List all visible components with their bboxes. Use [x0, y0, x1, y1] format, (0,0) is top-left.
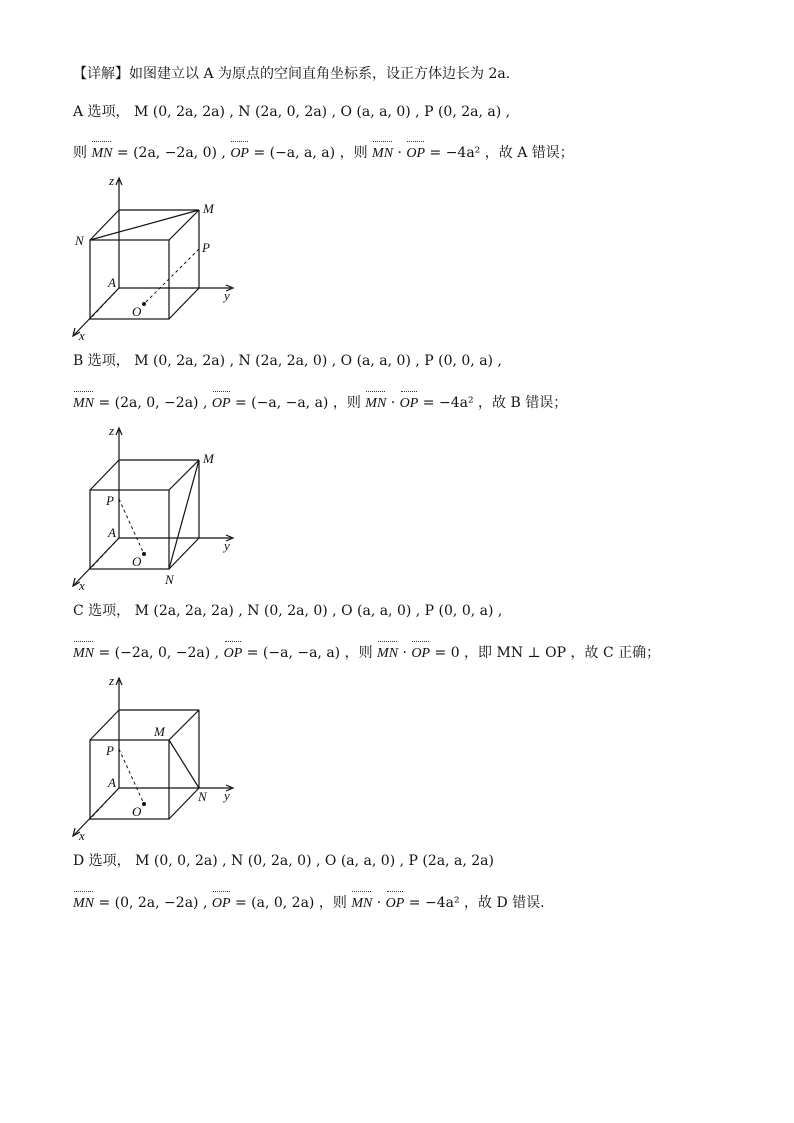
section-a-result [73, 143, 574, 164]
dot-operator: · [376, 895, 382, 911]
section-b-result [73, 393, 567, 414]
label-n: N [75, 233, 84, 248]
vector-op-dot: OP [400, 394, 419, 414]
label-m: M [154, 724, 165, 739]
intro-bracket-label: 【详解】 [73, 66, 129, 82]
label-p: P [106, 743, 114, 758]
label-o: O [132, 304, 142, 319]
vector-op: OP [230, 144, 249, 164]
op-vector-value: = (−a, −a, a) ，则 [234, 395, 361, 411]
label-p: P [202, 240, 210, 255]
dot-result: = −4a² ，故 D 错误. [408, 895, 545, 911]
vector-op-dot: OP [386, 894, 405, 914]
vector-mn-dot: MN [372, 144, 393, 164]
mn-vector-value: = (0, 2a, −2a) , [98, 895, 208, 911]
section-b-coords: B 选项， M (0, 2a, 2a) , N (2a, 2a, 0) , O (a, a, 0) , P (0, 0, a) , [73, 353, 502, 369]
label-o: O [132, 804, 142, 819]
vector-op: OP [224, 644, 243, 664]
vector-mn: MN [91, 144, 112, 164]
label-n: N [198, 789, 207, 804]
label-a: A [108, 525, 116, 540]
label-m: M [203, 201, 214, 216]
mn-vector-value: = (2a, −2a, 0) , [116, 145, 226, 161]
dot-operator: · [397, 145, 402, 161]
label-p: P [106, 493, 114, 508]
cube-figure-a [66, 170, 246, 342]
result-prefix: 则 [73, 145, 87, 161]
dot-operator: · [390, 395, 396, 411]
section-a-coords: A 选项， M (0, 2a, 2a) , N (2a, 0, 2a) , O (a, a, 0) , P (0, 2a, a) , [73, 104, 511, 120]
vector-mn-dot: MN [365, 394, 386, 414]
intro-text: 如图建立以 A 为原点的空间直角坐标系，设正方体边长为 2a. [129, 66, 511, 82]
vector-mn: MN [73, 894, 94, 914]
vector-op-dot: OP [406, 144, 425, 164]
vector-op-dot: OP [411, 644, 430, 664]
mn-vector-value: = (−2a, 0, −2a) , [98, 645, 220, 661]
label-m: M [203, 451, 214, 466]
dot-operator: · [402, 645, 407, 661]
label-z: z [109, 423, 115, 438]
intro-line [73, 64, 510, 84]
dot-result: = −4a² ，故 B 错误； [422, 395, 568, 411]
op-vector-value: = (−a, a, a) ，则 [253, 145, 368, 161]
vector-op: OP [212, 394, 231, 414]
op-vector-value: = (a, 0, 2a) ，则 [234, 895, 347, 911]
label-z: z [109, 673, 115, 688]
section-c-coords: C 选项， M (2a, 2a, 2a) , N (0, 2a, 0) , O (a, a, 0) , P (0, 0, a) , [73, 603, 503, 619]
label-y: y [224, 538, 230, 553]
op-vector-value: = (−a, −a, a) ，则 [246, 645, 373, 661]
label-y: y [224, 288, 230, 303]
cube-figure-c [66, 670, 246, 842]
section-c-result [73, 643, 660, 664]
vector-mn: MN [73, 644, 94, 664]
label-o: O [132, 554, 142, 569]
label-x: x [79, 328, 85, 342]
dot-result: = −4a² ，故 A 错误； [429, 145, 574, 161]
label-n: N [165, 572, 174, 587]
vector-op: OP [212, 894, 231, 914]
label-a: A [108, 775, 116, 790]
label-y: y [224, 788, 230, 803]
label-x: x [79, 578, 85, 592]
section-d-coords: D 选项， M (0, 0, 2a) , N (0, 2a, 0) , O (a, a, 0) , P (2a, a, 2a) [73, 853, 494, 869]
label-z: z [109, 173, 115, 188]
vector-mn-dot: MN [351, 894, 372, 914]
cube-figure-b [66, 420, 246, 592]
label-x: x [79, 828, 85, 842]
mn-vector-value: = (2a, 0, −2a) , [98, 395, 208, 411]
section-d-result [73, 893, 545, 914]
vector-mn: MN [73, 394, 94, 414]
dot-result: = 0 ，即 MN ⊥ OP ，故 C 正确； [434, 645, 661, 661]
vector-mn-dot: MN [377, 644, 398, 664]
label-a: A [108, 275, 116, 290]
